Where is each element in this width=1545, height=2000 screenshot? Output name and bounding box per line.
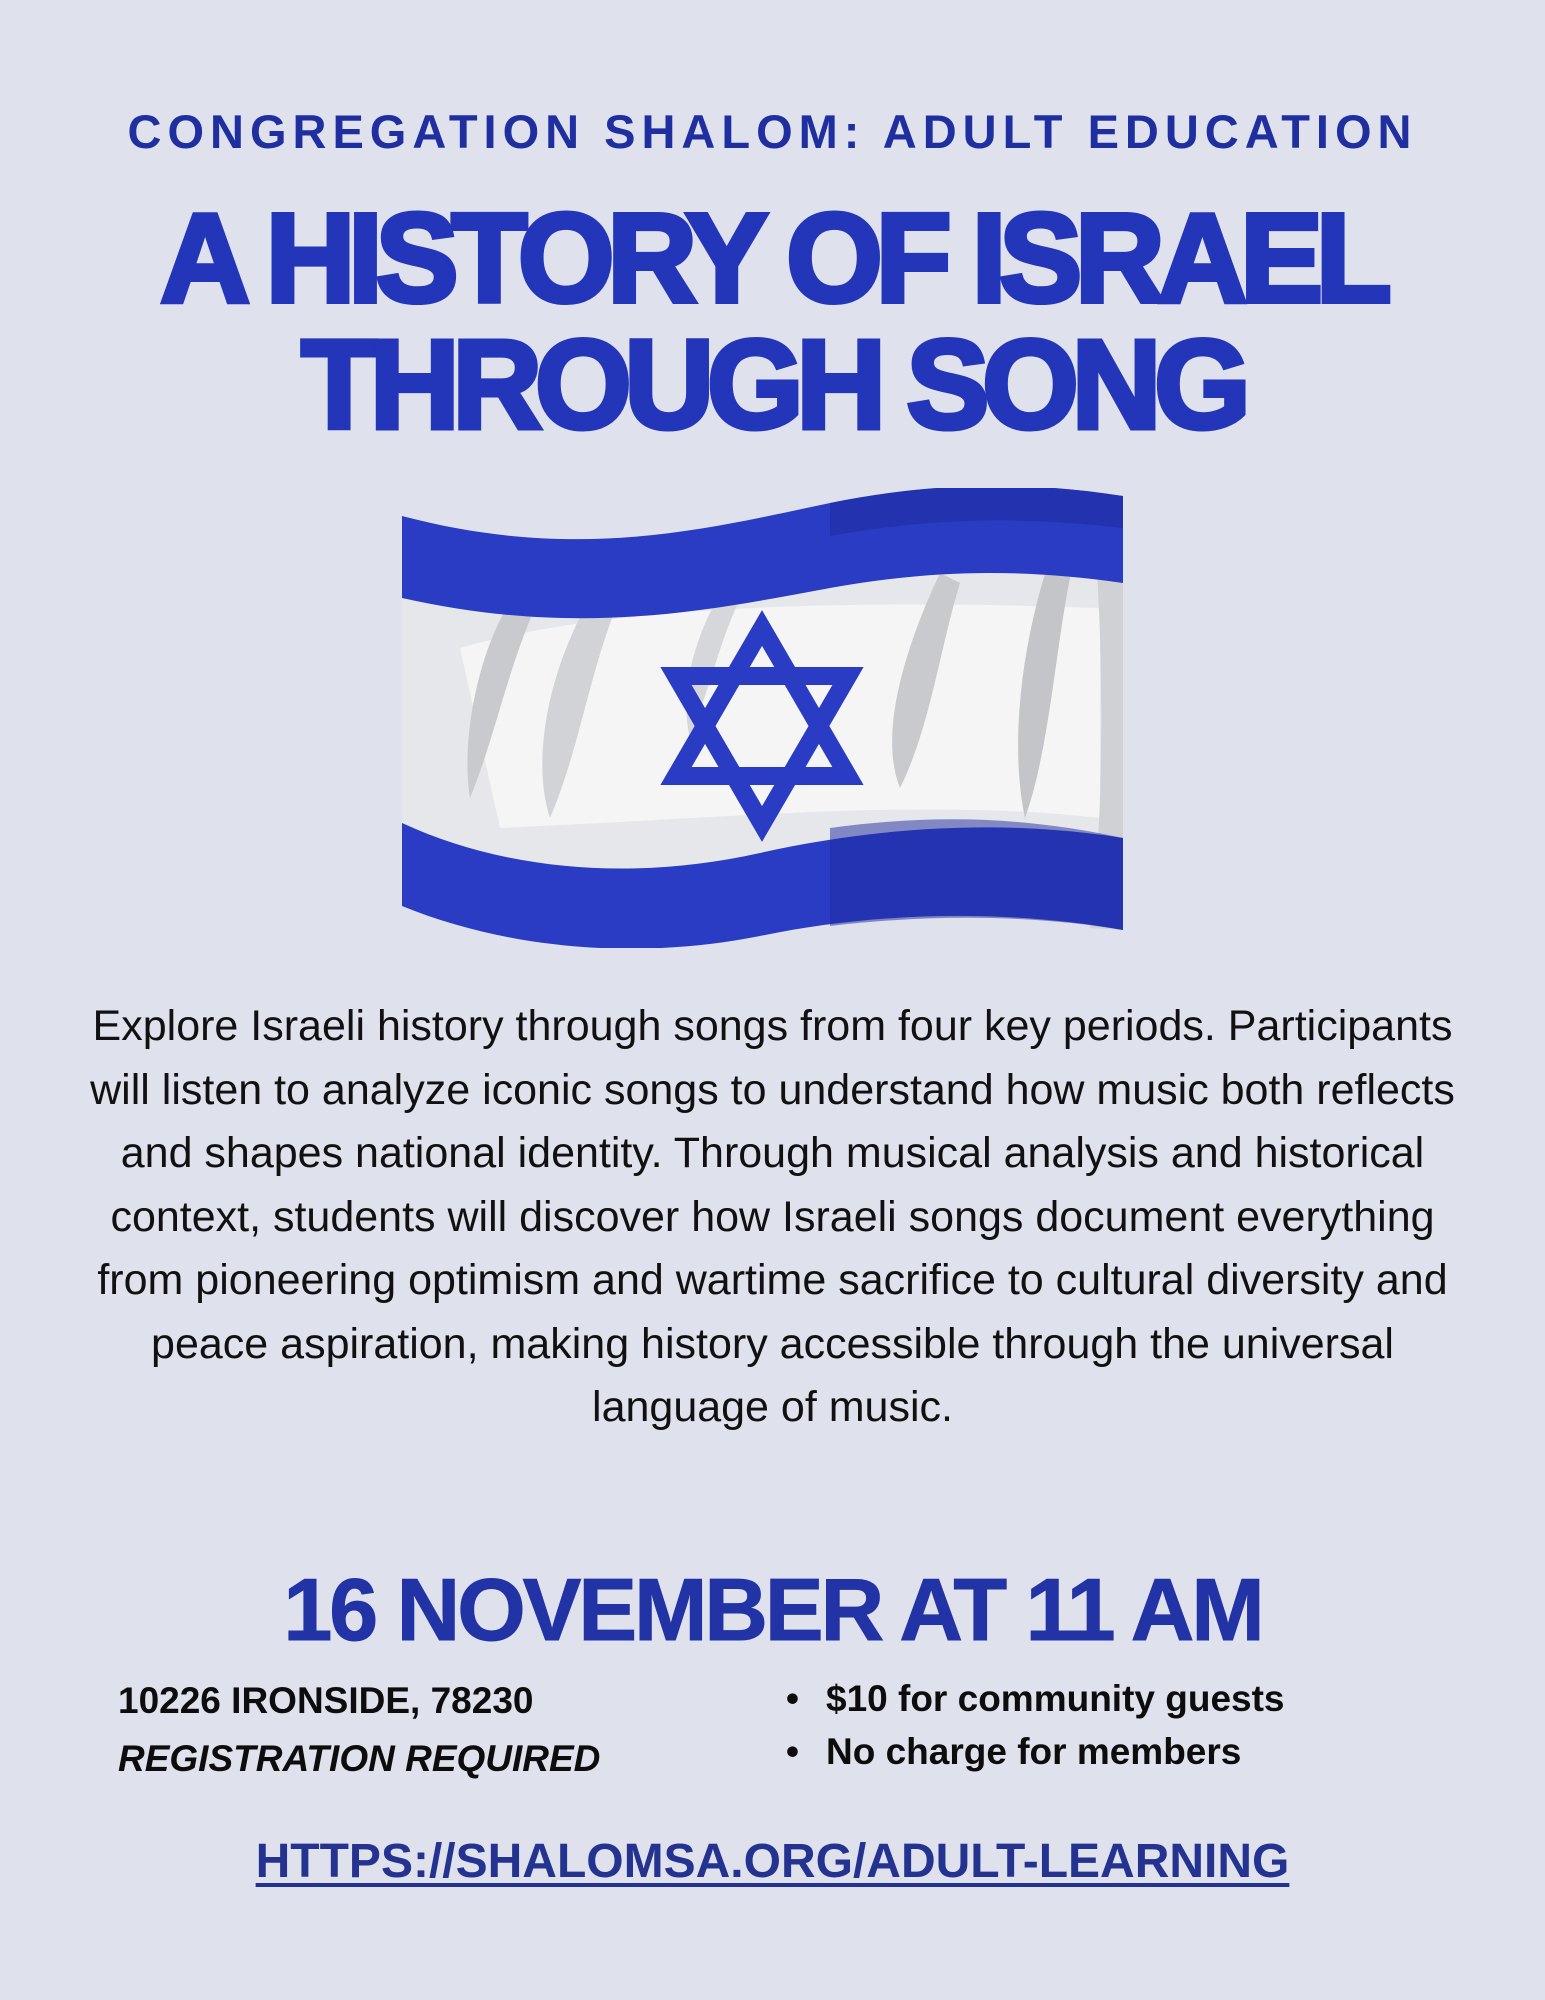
event-location-block [118, 1672, 738, 1788]
title-line-1: A HISTORY OF ISRAEL [160, 188, 1385, 330]
bullet-icon: • [786, 1731, 799, 1772]
pricing-list [786, 1672, 1446, 1778]
price-members: No charge for members [826, 1731, 1242, 1772]
israeli-flag-icon [400, 488, 1125, 948]
page-title [0, 188, 1545, 456]
organization-heading: CONGREGATION SHALOM: ADULT EDUCATION [127, 105, 1418, 158]
title-line-2: THROUGH SONG [301, 314, 1244, 456]
flag-bottom-stripe-shade [830, 819, 1123, 930]
price-community-guests: $10 for community guests [826, 1678, 1285, 1719]
registration-link[interactable]: HTTPS://SHALOMSA.ORG/ADULT-LEARNING [255, 1835, 1290, 1888]
registration-link-container [0, 1832, 1545, 1892]
bullet-icon: • [786, 1678, 799, 1719]
list-item [786, 1725, 1446, 1778]
event-address: 10226 IRONSIDE, 78230 [118, 1680, 534, 1721]
event-description: Explore Israeli history through songs from four key periods. Participants will listen to analyze iconic songs to understand how music both reflects and shapes national identity. Through musical analysis and historical context, students will discover how Israeli songs document everything from pioneering optimism and wartime sacrifice to cultural diversity and peace aspiration, making history accessible through the universal language of music. [90, 1002, 1455, 1431]
event-datetime: 16 NOVEMBER AT 11 AM [283, 1560, 1262, 1659]
registration-notice: REGISTRATION REQUIRED [118, 1738, 601, 1779]
list-item [786, 1672, 1446, 1725]
